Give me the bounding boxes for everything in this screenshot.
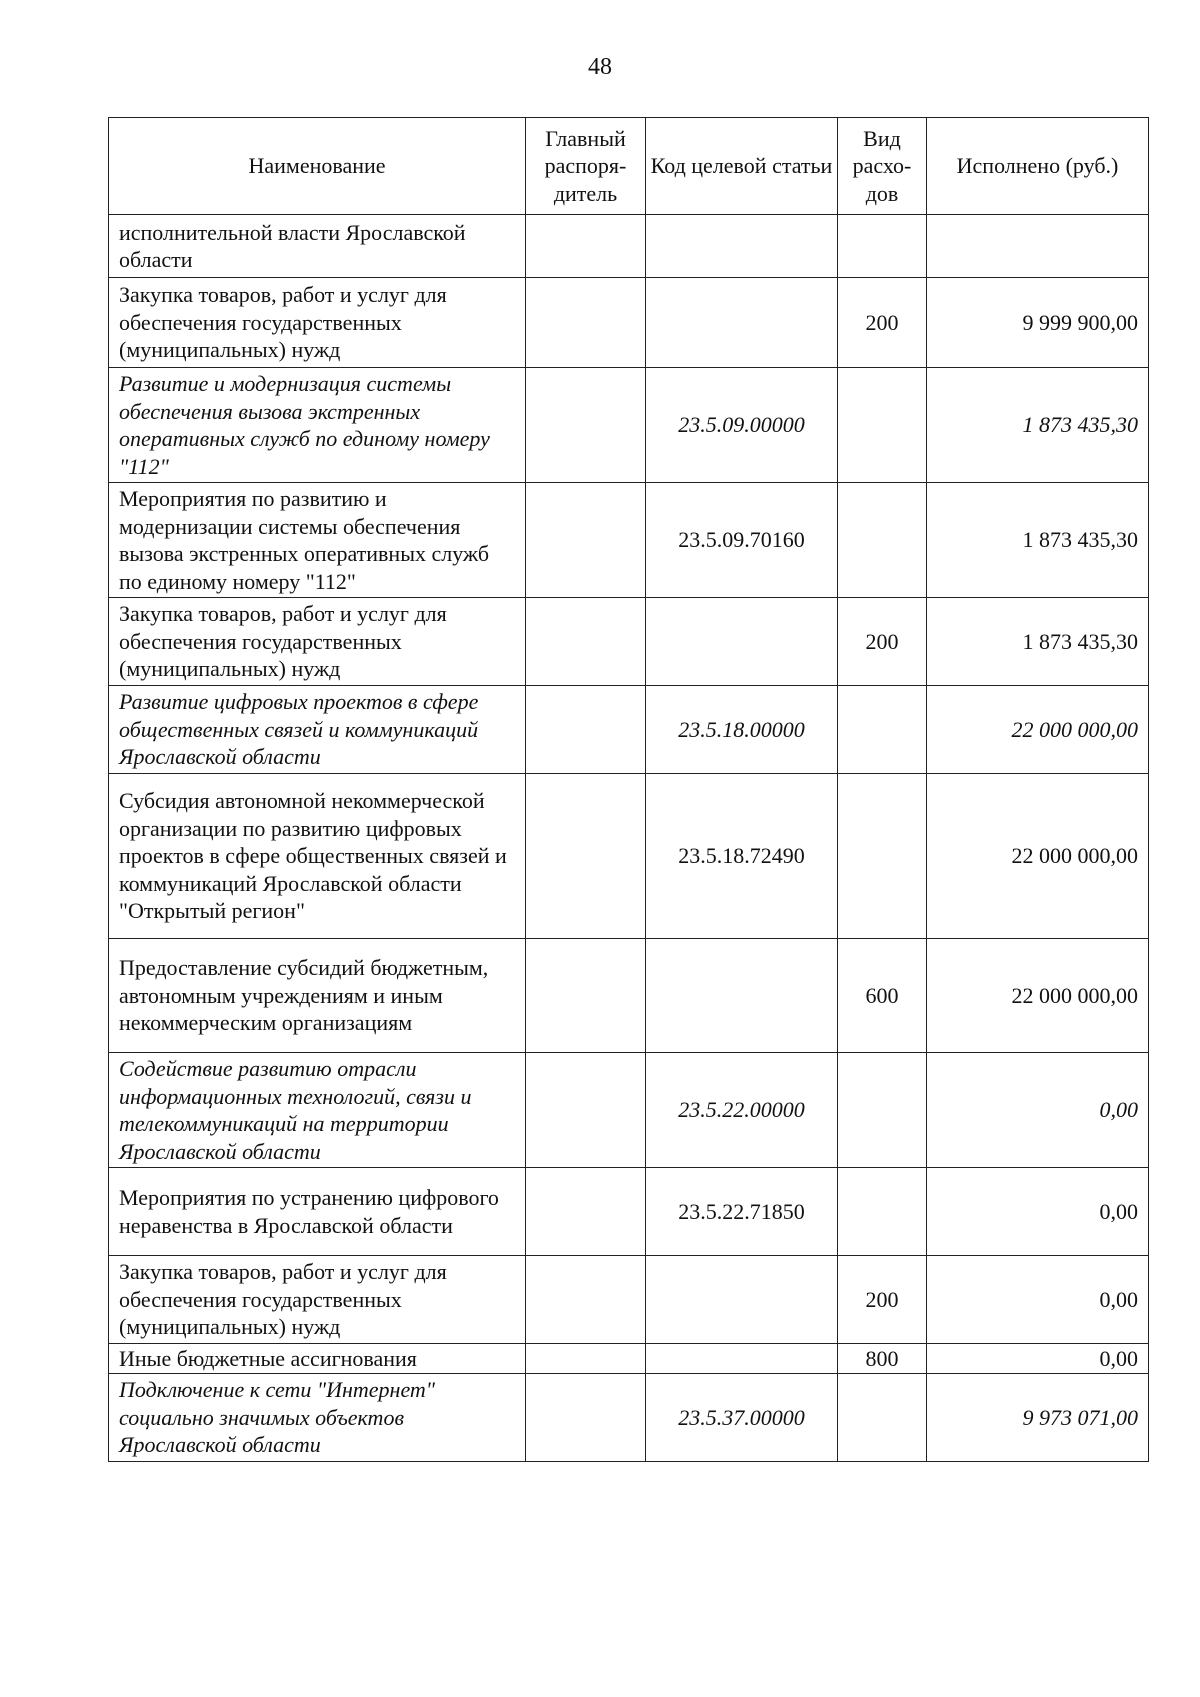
cell-executed: 0,00 [927,1256,1149,1344]
cell-executed: 0,00 [927,1344,1149,1374]
cell-target-code [646,598,838,686]
cell-main-manager [526,1256,646,1344]
table-row [109,1053,1149,1168]
cell-expense-type [838,368,927,483]
table-row [109,1256,1149,1344]
cell-executed: 9 999 900,00 [927,278,1149,368]
cell-executed: 0,00 [927,1053,1149,1168]
cell-name: Мероприятия по развитию и модернизации системы обеспечения вызова экстренных оперативных служб по единому номеру "112" [109,483,526,598]
cell-main-manager [526,368,646,483]
cell-target-code: 23.5.22.00000 [646,1053,838,1168]
cell-expense-type [838,483,927,598]
cell-executed: 0,00 [927,1168,1149,1256]
cell-executed: 1 873 435,30 [927,598,1149,686]
cell-name: Иные бюджетные ассигнования [109,1344,526,1374]
cell-expense-type [838,1374,927,1462]
cell-main-manager [526,483,646,598]
cell-name: Закупка товаров, работ и услуг для обеспечения государственных (муниципальных) нужд [109,598,526,686]
cell-executed [927,215,1149,278]
table-row [109,215,1149,278]
cell-main-manager [526,686,646,774]
cell-name: Закупка товаров, работ и услуг для обеспечения государственных (муниципальных) нужд [109,278,526,368]
cell-name: Развитие и модернизация системы обеспечения вызова экстренных оперативных служб по единому номеру "112" [109,368,526,483]
table-row [109,278,1149,368]
cell-main-manager [526,1168,646,1256]
header-executed: Исполнено (руб.) [927,118,1149,215]
cell-expense-type: 200 [838,1256,927,1344]
cell-expense-type: 200 [838,598,927,686]
cell-target-code [646,1256,838,1344]
table-row [109,483,1149,598]
budget-table [108,117,1149,1462]
cell-target-code: 23.5.22.71850 [646,1168,838,1256]
cell-main-manager [526,1344,646,1374]
table-row [109,1344,1149,1374]
header-row [109,118,1149,215]
cell-target-code: 23.5.09.70160 [646,483,838,598]
cell-main-manager [526,1374,646,1462]
header-name: Наименование [109,118,526,215]
table-row [109,368,1149,483]
cell-executed: 22 000 000,00 [927,939,1149,1053]
page-number: 48 [588,54,612,80]
cell-expense-type [838,215,927,278]
cell-name: Подключение к сети "Интернет" социально значимых объектов Ярославской области [109,1374,526,1462]
cell-main-manager [526,215,646,278]
cell-expense-type [838,1053,927,1168]
cell-main-manager [526,1053,646,1168]
cell-expense-type: 800 [838,1344,927,1374]
cell-executed: 22 000 000,00 [927,774,1149,939]
table-header [109,118,1149,215]
cell-target-code: 23.5.09.00000 [646,368,838,483]
cell-executed: 9 973 071,00 [927,1374,1149,1462]
cell-executed: 1 873 435,30 [927,483,1149,598]
cell-expense-type [838,1168,927,1256]
cell-target-code [646,215,838,278]
cell-target-code [646,1344,838,1374]
cell-main-manager [526,598,646,686]
header-target-code: Код целевой статьи [646,118,838,215]
cell-target-code [646,278,838,368]
table-row [109,774,1149,939]
table-row [109,598,1149,686]
cell-name: Содействие развитию отрасли информационных технологий, связи и телекоммуникаций на территории Ярославской области [109,1053,526,1168]
header-expense-type: Вид расхо-дов [838,118,927,215]
table-row [109,1374,1149,1462]
cell-name: Предоставление субсидий бюджетным, автономным учреждениям и иным некоммерческим организациям [109,939,526,1053]
table-row [109,1168,1149,1256]
cell-executed: 22 000 000,00 [927,686,1149,774]
cell-name: исполнительной власти Ярославской области [109,215,526,278]
cell-target-code: 23.5.37.00000 [646,1374,838,1462]
table-row [109,686,1149,774]
cell-expense-type: 200 [838,278,927,368]
cell-executed: 1 873 435,30 [927,368,1149,483]
cell-main-manager [526,278,646,368]
cell-name: Развитие цифровых проектов в сфере общественных связей и коммуникаций Ярославской области [109,686,526,774]
cell-main-manager [526,939,646,1053]
cell-expense-type [838,686,927,774]
cell-target-code: 23.5.18.72490 [646,774,838,939]
table-body [109,215,1149,1462]
header-main-manager: Главный распоря-дитель [526,118,646,215]
cell-name: Мероприятия по устранению цифрового неравенства в Ярославской области [109,1168,526,1256]
cell-expense-type [838,774,927,939]
cell-target-code [646,939,838,1053]
cell-name: Субсидия автономной некоммерческой организации по развитию цифровых проектов в сфере общественных связей и коммуникаций Ярославской области "Открытый регион" [109,774,526,939]
cell-main-manager [526,774,646,939]
cell-name: Закупка товаров, работ и услуг для обеспечения государственных (муниципальных) нужд [109,1256,526,1344]
cell-target-code: 23.5.18.00000 [646,686,838,774]
table-row [109,939,1149,1053]
cell-expense-type: 600 [838,939,927,1053]
